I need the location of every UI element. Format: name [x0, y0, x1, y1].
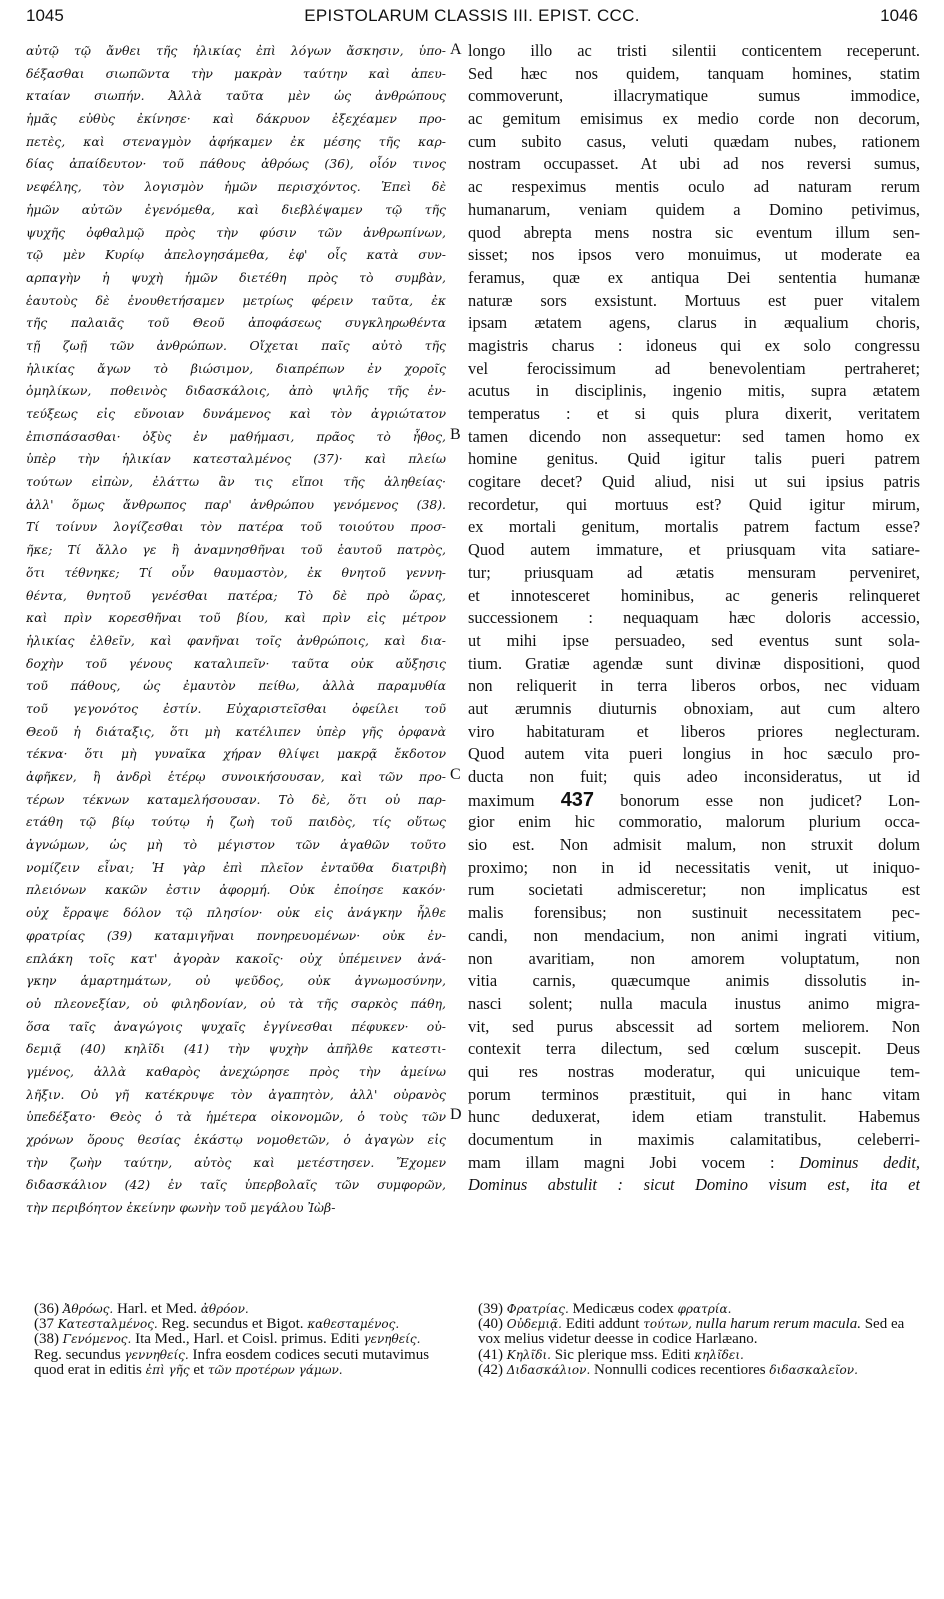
- latin-text-line: porum terminos præstituit, qui in hanc vitam: [468, 1084, 920, 1104]
- greek-text-line: Θεοῦ ἡ διάταξις, ὅτι μὴ κατέλιπεν ὑπὲρ γῆς ὀρφανὰ: [26, 723, 446, 739]
- latin-text-line: cum subito casus, veluti quædam nubes, rationem: [468, 131, 920, 151]
- greek-text-line: τέκνα· ὅτι μὴ γυναῖκα χήραν θλίψει μακρᾷ ἔκδοτον: [26, 746, 446, 762]
- latin-text-line: ipsam ætatem agens, clarus in æqualium choris,: [468, 313, 920, 333]
- running-header: [26, 6, 918, 30]
- latin-text-line: mam illam magni Jobi vocem : Dominus dedit,: [468, 1152, 920, 1172]
- greek-text-line: ἀγνώμων, ὡς μὴ τὸ μέγιστον τῶν ἀγαθῶν τοῦτο: [26, 837, 446, 853]
- greek-text-line: τῇ ζωῇ τῶν ἀνθρώπων. Οἴχεται παῖς αὐτὸ τῆς: [26, 337, 446, 353]
- greek-text-line: ῆκε; Τί ἄλλο γε ἢ ἀναμνησθῆναι τοῦ ἑαυτοῦ πατρὸς,: [26, 542, 446, 558]
- latin-text-line: Quod autem vita pueri longius in hoc sæculo pro-: [468, 744, 920, 764]
- latin-text-line: vitia carnis, quæcumque animis dissolutis in-: [468, 971, 920, 991]
- greek-text-line: τούτων εἰπὼν, ἐλάττω ἂν τις εἴποι τῆς ἀληθείας·: [26, 474, 446, 490]
- greek-text-line: ἀλλ' ὅμως ἄνθρωπος παρ' ἀνθρώπου γενόμενος (38).: [26, 496, 446, 512]
- latin-text-line: ac respeximus mentis oculo ad naturam rerum: [468, 177, 920, 197]
- latin-text-line: nostram occupasset. At ubi ad nos reversi sumus,: [468, 154, 920, 174]
- latin-text-line: successionem : nequaquam hæc doloris accessio,: [468, 608, 920, 628]
- latin-text-line: tium. Gratiæ agendæ sunt divinæ dispositioni, quod: [468, 653, 920, 673]
- greek-text-line: δοχὴν τοῦ γένους καταλιπεῖν· ταῦτα οὐκ αὔξησις: [26, 655, 446, 671]
- latin-text-line: nasci solent; nulla macula inustus animo migra-: [468, 993, 920, 1013]
- latin-text-line: non reliquerit in terra liberos orbos, nec viduam: [468, 676, 920, 696]
- greek-text-line: ὁμηλίκων, ποθεινὸς διδασκάλοις, ἀπὸ ψιλῆς τῆς ἐν-: [26, 383, 446, 399]
- section-marker-d: D: [450, 1106, 462, 1123]
- greek-text-line: γκην ἁμαρτημάτων, οὐ ψεῦδος, οὐκ ἀγνωμοσύνην,: [26, 973, 446, 989]
- footnotes-right: [478, 1302, 918, 1378]
- greek-text-line: πλειόνων κακῶν ἐστιν ἀφορμή. Οὐκ ἐποίησε κακόν·: [26, 882, 446, 898]
- greek-text-line: ἡλικίας ἄγων τὸ βιώσιμον, διαπρέπων ἐν χοροῖς: [26, 360, 446, 376]
- greek-text-line: ὑπὲρ τὴν ἡλικίαν κατεσταλμένος (37)· καὶ πλείω: [26, 451, 446, 467]
- greek-text-line: δίας ἀπαίδευτον· τοῦ πάθους ἀθρόως (36), οἷόν τινος: [26, 156, 446, 172]
- footnote: (37 Κατεσταλμένος. Reg. secundus et Bigot. καθεσταμένος.: [34, 1316, 400, 1333]
- greek-text-line: ὑπεδέξατο· Θεὸς ὁ τὰ ἡμέτερα οἰκονομῶν, ὁ τοὺς τῶν: [26, 1109, 446, 1125]
- latin-text-line: recordetur, qui mortuus est? Quid igitur mirum,: [468, 494, 920, 514]
- footnote: (36) Ἀθρόως. Harl. et Med. ἀθρόον.: [34, 1301, 249, 1317]
- latin-text-line: contexit terra dilectum, sed cœlum suscepit. Deus: [468, 1039, 920, 1059]
- latin-text-line: ac gemitum emisimus ex medio corde non decorum,: [468, 109, 920, 129]
- latin-text-line: sio est. Non admisit malum, non struxit dolum: [468, 835, 920, 855]
- latin-text-line: rum societati admisceretur; non implicatus est: [468, 880, 920, 900]
- greek-text-line: τὴν ζωὴν ταύτην, αὐτὸς καὶ μετέστησεν. Ἔχομεν: [26, 1154, 446, 1170]
- running-title: EPISTOLARUM CLASSIS III. EPIST. CCC.: [304, 6, 640, 25]
- greek-text-line: δεμιᾷ (40) κηλῖδι (41) τὴν ψυχὴν ἀπῆλθε κατεστι-: [26, 1041, 446, 1057]
- latin-text-line: viro habitaturam et liberos priores neglecturam.: [468, 721, 920, 741]
- latin-text-line: Dominus abstulit : sicut Domino visum est, ita et: [468, 1175, 920, 1195]
- latin-text-line: Quod autem immature, et priusquam vita satiare-: [468, 540, 920, 560]
- greek-text-line: ψυχῆς ὀφθαλμῷ πρὸς τὴν φύσιν τῶν ἀνθρωπίνων,: [26, 224, 446, 240]
- greek-text-line: λῆξιν. Οὐ γῆ κατέκρυψε τὸν ἀγαπητὸν, ἀλλ' οὐρανὸς: [26, 1086, 446, 1102]
- greek-text-line: τὴν περιβόητον ἐκείνην φωνὴν τοῦ μεγάλου Ἰὼβ-: [26, 1200, 336, 1216]
- latin-text-line: vit, sed purus abscessit ad sortem meliorem. Non: [468, 1016, 920, 1036]
- latin-text-line: sisset; nos ipsos vero monuimus, ut moderate ea: [468, 245, 920, 265]
- latin-text-line: acutus in disciplinis, ingenio mitis, supra ætatem: [468, 381, 920, 401]
- greek-text-line: τοῦ γεγονότος ἐστίν. Εὐχαριστεῖσθαι ὀφείλει τοῦ: [26, 700, 446, 716]
- greek-text-line: γμένος, ἀλλὰ καθαρὸς ἀνεχώρησε πρὸς τὴν ἀμείνω: [26, 1063, 446, 1079]
- greek-text-line: επλάκη τοῖς κατ' ἀγορὰν κακοῖς· οὐχ ὑπέμεινεν ἀνά-: [26, 950, 446, 966]
- footnote: (41) Κηλῖδι. Sic plerique mss. Editi κηλῖδει.: [478, 1346, 744, 1363]
- greek-text-line: τέρων τέκνων καταμελήσουσαν. Τὸ δὲ, ὅτι οὐ παρ-: [26, 791, 446, 807]
- greek-text-line: οὐχ ἔρραψε δόλον τῷ πλησίον· οὐκ εἰς ἀνάγκην ἦλθε: [26, 905, 446, 921]
- latin-text-line: quod abrepta mens nostra sic eventum illum sen-: [468, 222, 920, 242]
- latin-text-line: ex mortali genitum, mortalis patrem factum esse?: [468, 517, 920, 537]
- greek-text-line: καὶ πρὶν κορεσθῆναι τοῦ βίου, καὶ πρὶν εἰς μέτρον: [26, 610, 446, 626]
- greek-column: [26, 40, 446, 1220]
- latin-text-line: feramus, quæ ex antiqua Dei sententia humanæ: [468, 267, 920, 287]
- latin-text-line: proximo; non in id necessitatis venit, ut iniquo-: [468, 857, 920, 877]
- greek-text-line: φρατρίας (39) καταμιγῆναι πονηρευομένων· οὐκ ἐν-: [26, 927, 446, 943]
- latin-text-line: malis forensibus; non sustinuit necessitatem pec-: [468, 903, 920, 923]
- latin-text-line: homine genitus. Quid igitur talis pueri patrem: [468, 449, 920, 469]
- latin-text-line: commoverunt, illacrymatique sumus immodice,: [468, 86, 920, 106]
- greek-text-line: ἑαυτοὺς δὲ ἐνουθετήσαμεν μετρίως φέρειν ταῦτα, ἐκ: [26, 292, 446, 308]
- greek-text-line: ἡμᾶς εὐθὺς ἐκίνησε· καὶ δάκρυον ἐξεχέαμεν προ-: [26, 111, 446, 127]
- latin-text-line: humanarum, veniam quidem a Domino petivimus,: [468, 199, 920, 219]
- greek-text-line: νεφέλης, τὸν λογισμὸν ἡμῶν περισχόντος. Ἐπεὶ δὲ: [26, 179, 446, 195]
- greek-text-line: οὐ πλεονεξίαν, οὐ φιληδονίαν, οὐ τὰ τῆς σαρκὸς πάθη,: [26, 995, 446, 1011]
- greek-text-line: κταίαν σιωπήν. Ἀλλὰ ταῦτα μὲν ὡς ἀνθρώπους: [26, 88, 446, 104]
- greek-text-line: Τί τοίνυν λογίζεσθαι τὸν πατέρα τοῦ τοιούτου προσ-: [26, 519, 446, 535]
- greek-text-line: τῷ μὲν Κυρίῳ ἀπελογησάμεθα, ἐφ' οἷς κατὰ συν-: [26, 247, 446, 263]
- greek-text-line: ὅσα ταῖς ἀναγώγοις ψυχαῖς ἐγγίνεσθαι πέφυκεν· οὐ-: [26, 1018, 446, 1034]
- footnote: (39) Φρατρίας. Medicæus codex φρατρία.: [478, 1301, 732, 1317]
- greek-text-line: ἡμῶν αὐτῶν ἐγενόμεθα, καὶ διεβλέψαμεν τῷ τῆς: [26, 201, 446, 217]
- footnote: (38) Γενόμενος. Ita Med., Harl. et Coisl. primus. Editi γενηθείς. Reg. secundus γεννηθείς. Infra eosdem codices secuti mutavimus quod erat in editis ἐπὶ γῆς et τῶν προτέρων γάμων.: [34, 1331, 430, 1378]
- greek-text-line: τῆς παλαιᾶς τοῦ Θεοῦ ἀποφάσεως συγκληρωθέντα: [26, 315, 446, 331]
- greek-text-line: πετὲς, καὶ στεναγμὸν ἀφήκαμεν ἐκ μέσης τῆς καρ-: [26, 133, 446, 149]
- footnote: (40) Οὐδεμιᾷ. Editi addunt τούτων, nulla harum rerum macula. Sed ea vox melius videtur deesse in codice Harlæano.: [478, 1316, 905, 1348]
- latin-text-line: non avaritiam, non amorem voluptatum, non: [468, 948, 920, 968]
- greek-text-line: αὐτῷ τῷ ἄνθει τῆς ἡλικίας ἐπὶ λόγων ἄσκησιν, ὑπο-: [26, 43, 446, 58]
- greek-text-line: νομίζειν εἶναι; Ἡ γὰρ ἐπὶ πλεῖον ἐνταῦθα διατριβὴ: [26, 859, 446, 875]
- latin-text-line: magistris charus : idoneus qui ex solo congressu: [468, 335, 920, 355]
- latin-text-line: Sed hæc nos quidem, tanquam homines, statim: [468, 63, 920, 83]
- greek-text-line: θέντα, θνητοῦ γενέσθαι πατέρα; Τὸ δὲ πρὸ ὥρας,: [26, 587, 446, 603]
- column-number: 437: [560, 788, 595, 811]
- section-marker-c: C: [450, 766, 461, 783]
- greek-text-line: τεύξεως εἰς εὔνοιαν δυνάμενος καὶ τὸν ἀγριώτατον: [26, 406, 446, 421]
- latin-text-line: longo illo ac tristi silentii conticentem receperunt.: [468, 41, 920, 60]
- page-number-left: 1045: [26, 6, 64, 25]
- footnote: (42) Διδασκάλιον. Nonnulli codices recentiores διδασκαλεῖον.: [478, 1361, 858, 1378]
- latin-text-line: hunc deduxerat, idem etiam transtulit. Habemus: [468, 1107, 920, 1127]
- latin-text-line: maximum 437 bonorum esse non judicet? Lon-: [468, 788, 920, 811]
- latin-text-line: documentum in maximis calamitatibus, celeberri-: [468, 1130, 920, 1149]
- greek-text-line: τοῦ πάθους, ὡς ἐμαυτὸν πείθω, ἀλλὰ παραμυθία: [26, 678, 446, 694]
- latin-text-line: tamen dicendo non assequetur: sed tamen homo ex: [468, 426, 920, 446]
- latin-text-line: tur; priusquam ad ætatis mensuram perveniret,: [468, 562, 920, 582]
- greek-text-line: δέξασθαι σιωπῶντα τὴν μακρὰν ταύτην καὶ ἀπευ-: [26, 65, 446, 81]
- greek-text-line: ἀφῆκεν, ἢ ἀνδρὶ ἑτέρῳ συνοικήσουσαν, καὶ τῶν προ-: [26, 769, 446, 784]
- latin-text-line: ducta non fuit; quis adeo inconsideratus, ut id: [468, 767, 920, 786]
- greek-text-line: ἡλικίας ἐλθεῖν, καὶ φανῆναι τοῖς ἀνθρώποις, καὶ δια-: [26, 632, 446, 648]
- greek-text-line: ἐπισπάσασθαι· ὀξὺς ἐν μαθήμασι, πρᾶος τὸ ἦθος,: [26, 428, 446, 444]
- greek-text-line: αρπαγὴν ἡ ψυχὴ ἡμῶν διετέθη πρὸς τὸ συμβὰν,: [26, 269, 446, 285]
- latin-column: [468, 40, 920, 1197]
- latin-text-line: et innotesceret hominibus, ac generis relinqueret: [468, 585, 920, 605]
- latin-text-line: naturæ sors exsistunt. Mortuus est puer vitalem: [468, 290, 920, 310]
- greek-text-line: χρόνων ὅρους θεσίας ἑκάστῳ νομοθετῶν, ὁ ἀγαγὼν εἰς: [26, 1132, 446, 1147]
- page-number-right: 1046: [880, 6, 918, 25]
- latin-text-line: candi, non mendacium, non animi ingrati vitium,: [468, 925, 920, 945]
- latin-text-line: aut ærumnis diuturnis obnoxiam, aut cum altero: [468, 698, 920, 718]
- greek-text-line: ετάθη τῷ βίῳ τούτῳ ἡ ζωὴ τοῦ παιδὸς, τίς οὕτως: [26, 814, 446, 830]
- latin-text-line: temperatus : et si quis plura dixerit, veritatem: [468, 404, 920, 423]
- latin-text-line: cogitare decet? Quid aliud, nisi ut sui ipsius patris: [468, 472, 920, 492]
- greek-text-line: διδασκάλιον (42) ἐν ταῖς ὑπερβολαῖς τῶν συμφορῶν,: [26, 1177, 446, 1193]
- latin-text-line: vel ferocissimum ad benevolentiam pertraheret;: [468, 358, 920, 378]
- footnotes-left: [34, 1302, 444, 1378]
- section-marker-a: A: [450, 41, 462, 58]
- latin-text-line: gior enim hic commoratio, malorum plurium occa-: [468, 812, 920, 832]
- latin-text-line: qui res nostras moderatur, qui unicuique tem-: [468, 1061, 920, 1081]
- latin-text-line: ut mihi ipse persuadeo, sed eventus sunt sola-: [468, 630, 920, 650]
- greek-text-line: ὅτι τέθνηκε; Τί οὖν θαυμαστὸν, ἐκ θνητοῦ γεννη-: [26, 564, 446, 580]
- section-marker-b: B: [450, 426, 461, 443]
